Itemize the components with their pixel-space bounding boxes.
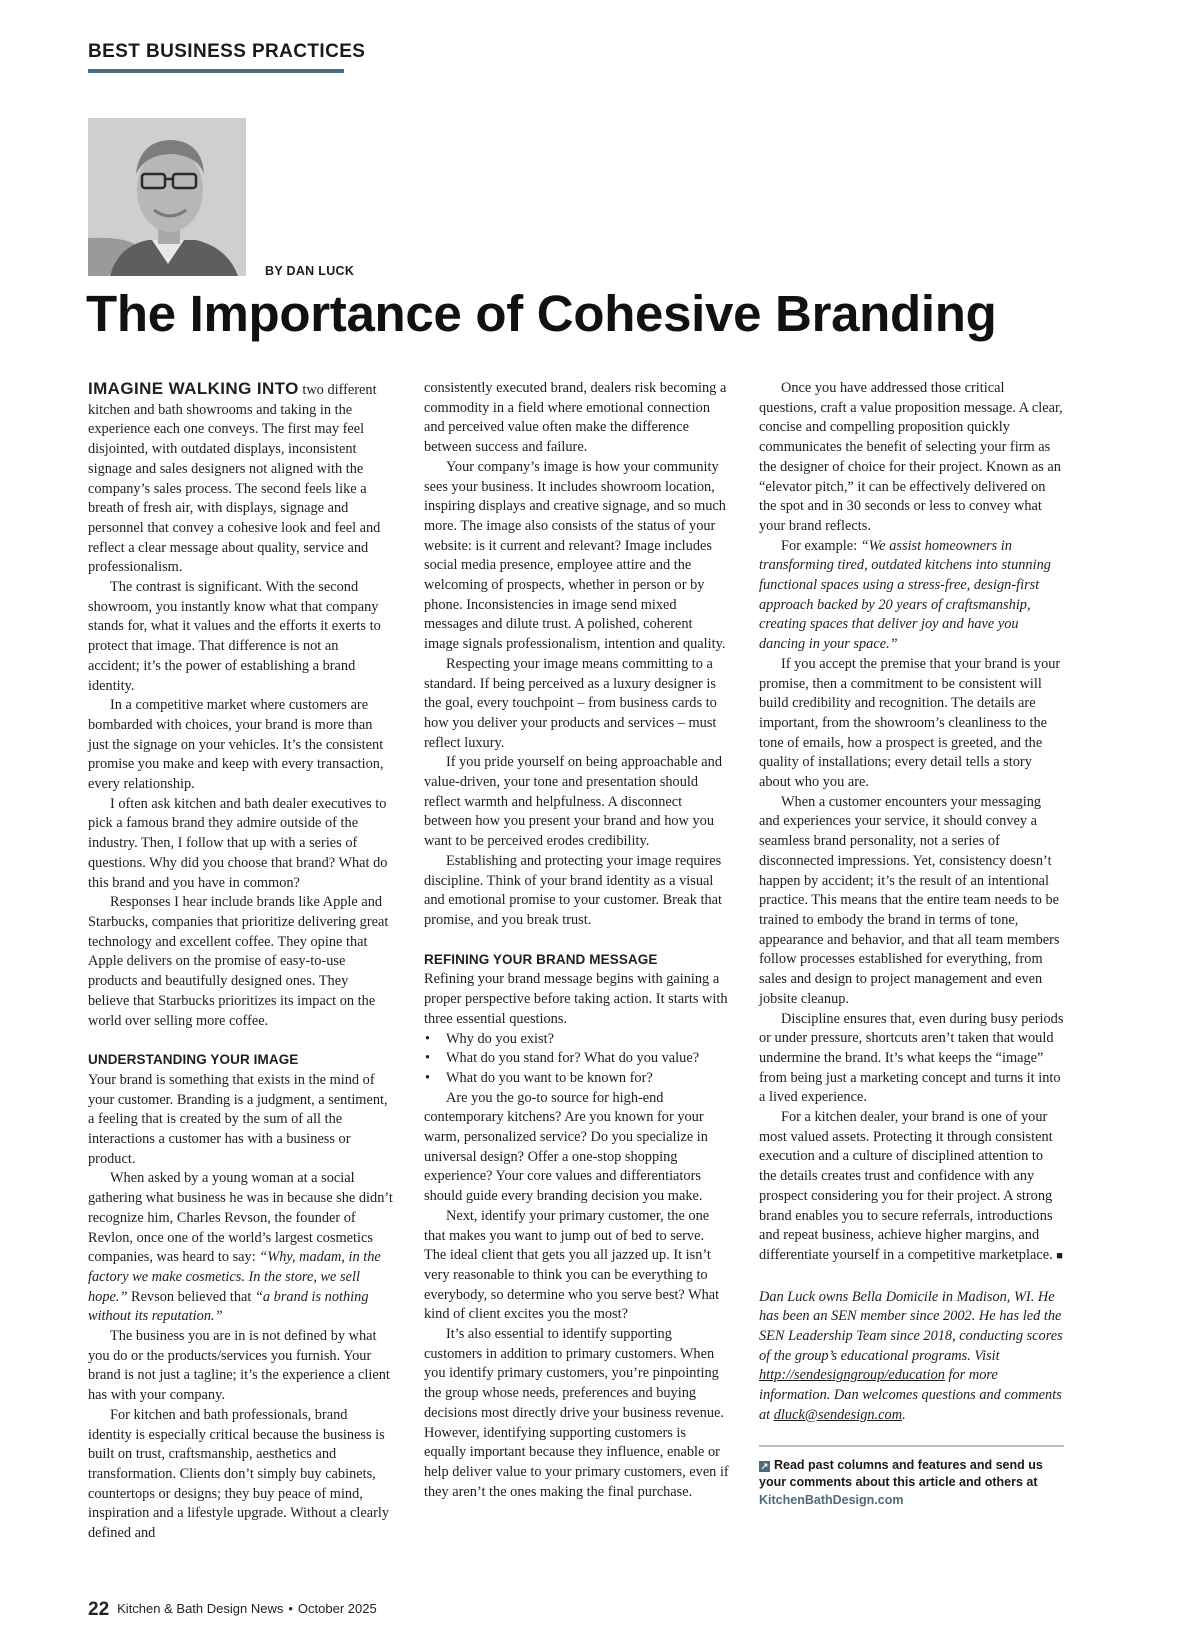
byline: BY DAN LUCK (265, 264, 355, 278)
issue-date: October 2025 (297, 1601, 377, 1616)
bio-text-part: Dan Luck owns Bella Domicile in Madison, WI. He has been an SEN member since 2002. He has led the SEN Leadership Team since 2018, conducting scores of the group’s educational programs. Visit (759, 1288, 1063, 1364)
promo-box (759, 1457, 1064, 1510)
education-link[interactable]: http://sendesigngroup/education (759, 1367, 945, 1384)
article-title: The Importance of Cohesive Branding (86, 285, 997, 342)
paragraph (759, 1108, 1064, 1267)
paragraph: Are you the go-to source for high-end contemporary kitchens? Are you known for your warm, personalized service? Do you specialize in universal design? Offer a one-stop shopping experience? Your core values and differentiators should guide every branding decision you make. (424, 1089, 708, 1205)
paragraph: I often ask kitchen and bath dealer executives to pick a famous brand they admire outside of the industry. Then, I follow that up with a series of questions. Why did you choose that brand? What do this brand and you have in common? (88, 795, 388, 891)
author-portrait-image (88, 118, 246, 276)
paragraph (88, 1169, 393, 1327)
bio-text-part: for more information. Dan welcomes questions and comments at (759, 1367, 1062, 1423)
section-underline (88, 69, 344, 73)
section-label: BEST BUSINESS PRACTICES (88, 41, 366, 62)
paragraph: It’s also essential to identify supporting customers in addition to primary customers. When you identify primary customers, you’re pinpointing the group whose needs, preferences and buying decisions most directly drive your business revenue. However, identifying supporting customers is equally important because they influence, enable or help deliver value to your primary customers, even if they aren’t the ones making the final purchase. (424, 1326, 729, 1500)
paragraph: For kitchen and bath professionals, brand identity is especially critical because the business is built on trust, craftsmanship, aesthetics and transformation. Clients don’t simply buy cabinets, countertops or designs; they buy peace of mind, inspiration and a lifestyle upgrade. Without a clearly defined and (88, 1406, 390, 1542)
paragraph: When a customer encounters your messaging and experiences your service, it should convey a seamless brand personality, not a series of disconnected impressions. Yet, consistency doesn’t happen by accident; it’s the result of an intentional practice. This means that the entire team needs to be trained to embody the brand in terms of tone, appearance and behavior, and that all team members follow processes established for everything, from sales and design to project management and even jobsite cleanup. (759, 793, 1060, 1007)
paragraph: If you accept the premise that your brand is your promise, then a commitment to be consistent will build credibility and recognition. The details are important, from the showroom’s cleanliness to the tone of emails, how a prospect is greeted, and the quality of installations; every detail tells a story about who you are. (759, 655, 1061, 791)
subhead-understanding-your-image: UNDERSTANDING YOUR IMAGE (88, 1052, 299, 1068)
footer-separator: • (288, 1601, 293, 1616)
author-bio (759, 1288, 1064, 1426)
page-footer (88, 1599, 377, 1621)
lead-in: IMAGINE WALKING INTO (88, 379, 299, 398)
paragraph: Next, identify your primary customer, the one that makes you want to jump out of bed to serve. The ideal client that gets you all jazzed up. It isn’t very reasonable to think you can be everything to everybody, so determine who you serve best? What kind of client excites you the most? (424, 1207, 720, 1323)
column-3 (759, 379, 1064, 1509)
arrow-icon: ↗ (760, 1460, 769, 1471)
column-2 (424, 379, 729, 1502)
paragraph: Your company’s image is how your community sees your business. It includes showroom location, inspiring displays and creative signage, and so much more. The image also consists of the status of your website: is it current and relevant? Image includes social media presence, employee attire and the welcoming of prospects, whether in person or by phone. Inconsistencies in image send mixed messages and dilute trust. A polished, coherent image signals professionalism, intention and quality. (424, 458, 726, 653)
paragraph (759, 537, 1064, 655)
paragraph-text: When asked by a young woman at a social gathering what business he was in because she didn’t recognize him, Charles Revson, the founder of Revlon, once one of the world’s largest cosmetics companies, was heard to say: (88, 1170, 393, 1266)
paragraph: The business you are in is not defined by what you do or the products/services you furnish. Your brand is not just a tagline; it’s the experience a client has with your company. (88, 1328, 390, 1404)
paragraph-text: For example: (781, 537, 861, 554)
paragraph: Establishing and protecting your image requires discipline. Think of your brand identity as a visual and emotional promise to your customer. Break that promise, and you break trust. (424, 852, 722, 928)
promo-text: Read past columns and features and send us your comments about this article and others at (759, 1457, 1043, 1490)
bio-text-part: . (902, 1406, 906, 1423)
bio-text (759, 1288, 1064, 1426)
paragraph (88, 379, 393, 578)
paragraph: If you pride yourself on being approachable and value-driven, your tone and presentation should reflect warmth and helpfulness. A disconnect between how you present your brand and how you want to be perceived erodes credibility. (424, 754, 723, 850)
paragraph-text: For a kitchen dealer, your brand is one of your most valued assets. Protecting it through consistent execution and a culture of disciplined attention to the details creates trust and confidence with any prospect considering you for their project. A strong brand enables you to secure referrals, introductions and repeat business, achieve higher margins, and differentiate yourself in a competitive marketplace. (759, 1109, 1053, 1263)
quote: “Why, madam, in the factory we make cosmetics. In the store, we sell hope.” (88, 1249, 381, 1305)
paragraph: Refining your brand message begins with gaining a proper perspective before taking action. It starts with three essential questions. (424, 971, 728, 1027)
author-photo (88, 118, 246, 276)
paragraph: Responses I hear include brands like Apple and Starbucks, companies that prioritize delivering great technology and excellent coffee. They opine that Apple delivers on the promise of easy-to-use products and beautifully designed ones. They believe that Starbucks prioritizes its impact on the world over selling more coffee. (88, 894, 389, 1029)
paragraph-text: two different kitchen and bath showrooms and taking in the experience each one conveys. The first may feel disjointed, with outdated displays, inconsistent signage and sales designers not aligned with the company’s sales process. The second feels like a breath of fresh air, with displays, signage and personnel that convey a cohesive look and feel and reflect a clear message about quality, service and professionalism. (88, 382, 381, 576)
paragraph: In a competitive market where customers are bombarded with choices, your brand is more than just the signage on your vehicles. It’s the consistent promise you make and keep with every transaction, every relationship. (88, 697, 384, 793)
website-link[interactable]: KitchenBathDesign.com (759, 1492, 904, 1507)
list-item: • What do you stand for? What do you value? (424, 1049, 729, 1069)
paragraph: Your brand is something that exists in the mind of your customer. Branding is a judgment, a sentiment, a feeling that is created by the sum of all the interactions a customer has with a business or product. (88, 1071, 388, 1167)
publication-name: Kitchen & Bath Design News (117, 1601, 284, 1616)
promo-divider (759, 1445, 1064, 1447)
question-list (424, 1030, 729, 1089)
paragraph: Respecting your image means committing to a standard. If being perceived as a luxury designer is the goal, every touchpoint – from business cards to how you deliver your products and services – must reflect luxury. (424, 655, 717, 751)
list-item: • Why do you exist? (424, 1030, 729, 1050)
list-item: • What do you want to be known for? (424, 1069, 729, 1089)
page-number: 22 (88, 1599, 110, 1620)
quote: “We assist homeowners in transforming tired, outdated kitchens into stunning functional spaces using a stress-free, design-first approach backed by 20 years of craftsmanship, creating spaces that deliver joy and have you dancing in your space.” (759, 537, 1051, 653)
subhead-refining-your-brand-message: REFINING YOUR BRAND MESSAGE (424, 951, 658, 967)
paragraph: The contrast is significant. With the second showroom, you instantly know what that company stands for, what it values and the efforts it exerts to protect that image. That difference is not an accident; it’s the power of establishing a brand identity. (88, 579, 381, 694)
paragraph-text: Revson believed that (127, 1288, 255, 1305)
quote: “a brand is nothing without its reputation.” (88, 1288, 369, 1325)
paragraph: Discipline ensures that, even during busy periods or under pressure, shortcuts aren’t taken that would undermine the brand. It’s what keeps the “image” from being just a marketing concept and turns it into a lived experience. (759, 1010, 1064, 1106)
paragraph: consistently executed brand, dealers risk becoming a commodity in a field where emotional connection and perceived value often make the difference between success and failure. (424, 380, 727, 456)
end-mark-icon: ■ (1056, 1249, 1063, 1262)
paragraph: Once you have addressed those critical questions, craft a value proposition message. A clear, concise and compelling proposition quickly communicates the benefit of selecting your firm as the designer of choice for their project. Known as an “elevator pitch,” it can be effectively delivered on the spot and in 30 seconds or less to convey what your brand reflects. (759, 380, 1063, 534)
column-1 (88, 379, 393, 1544)
email-link[interactable]: dluck@sendesign.com (773, 1406, 903, 1423)
